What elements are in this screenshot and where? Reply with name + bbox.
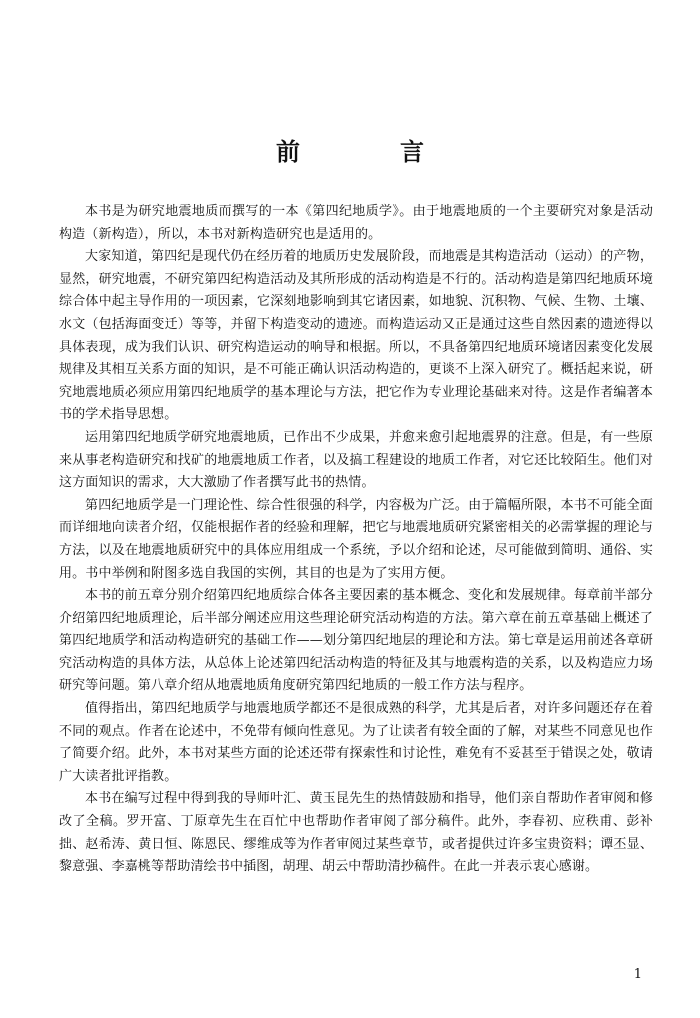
paragraph-motivation: 运用第四纪地质学研究地震地质，已作出不少成果，并愈来愈引起地震界的注意。但是，有一些原来从事老构造研究和找矿的地震地质工作者，以及搞工程建设的地质工作者，对它还比较陌生。他们对这方面知识的需求，大大激励了作者撰写此书的热情。 <box>59 429 653 491</box>
paragraph-acknowledgements: 本书在编写过程中得到我的导师叶汇、黄玉昆先生的热情鼓励和指导，他们亲自帮助作者审阅和修改了全稿。罗开富、丁原章先生在百忙中也帮助作者审阅了部分稿件。此外，李春初、应秩甫、彭补拙、赵希涛、黄日恒、陈恩民、缪维成等为作者审阅过某些章节，或者提供过许多宝贵资料；谭丕显、黎意强、李嘉桃等帮助清绘书中插图，胡理、胡云中帮助清抄稿件。在此一并表示衷心感谢。 <box>59 791 653 875</box>
page-title: 前 言 <box>276 137 462 166</box>
preface-body <box>59 201 653 879</box>
paragraph-scope: 第四纪地质学是一门理论性、综合性很强的科学，内容极为广泛。由于篇幅所限，本书不可能全面而详细地向读者介绍，仅能根据作者的经验和理解，把它与地震地质研究紧密相关的必需掌握的理论与方法，以及在地震地质研究中的具体应用组成一个系统，予以介绍和论述，尽可能做到简明、通俗、实用。书中举例和附图多选自我国的实例，其目的也是为了实用方便。 <box>59 497 653 581</box>
paragraph-background: 大家知道，第四纪是现代仍在经历着的地质历史发展阶段，而地震是其构造活动（运动）的产物，显然，研究地震，不研究第四纪构造活动及其所形成的活动构造是不行的。活动构造是第四纪地质环境综合体中起主导作用的一项因素，它深刻地影响到其它诸因素，如地貌、沉积物、气候、生物、土壤、水文（包括海面变迁）等等，并留下构造变动的遗迹。而构造运动又正是通过这些自然因素的遗迹得以具体表现，成为我们认识、研究构造运动的响导和根据。所以，不具备第四纪地质环境诸因素变化发展规律及其相互关系方面的知识，是不可能正确认识活动构造的，更谈不上深入研究了。概括起来说，研究地震地质必须应用第四纪地质学的基本理论与方法，把它作为专业理论基础来对待。这是作者编著本书的学术指导思想。 <box>59 249 653 423</box>
paragraph-caveats: 值得指出，第四纪地质学与地震地质学都还不是很成熟的科学，尤其是后者，对许多问题还存在着不同的观点。作者在论述中，不免带有倾向性意见。为了让读者有较全面的了解，对某些不同意见也作了简要介绍。此外，本书对某些方面的论述还带有探索性和讨论性，难免有不妥甚至于错误之处，敬请广大读者批评指教。 <box>59 701 653 784</box>
paragraph-purpose: 本书是为研究地震地质而撰写的一本《第四纪地质学》。由于地震地质的一个主要研究对象是活动构造（新构造），所以，本书对新构造研究也是适用的。 <box>59 204 653 242</box>
paragraph-chapter-overview: 本书的前五章分别介绍第四纪地质综合体各主要因素的基本概念、变化和发展规律。每章前半部分介绍第四纪地质理论，后半部分阐述应用这些理论研究活动构造的方法。第六章在前五章基础上概述了第四纪地质学和活动构造研究的基础工作——划分第四纪地层的理论和方法。第七章是运用前述各章研究活动构造的具体方法，从总体上论述第四纪活动构造的特征及其与地震构造的关系，以及构造应力场研究等问题。第八章介绍从地震地质角度研究第四纪地质的一般工作方法与程序。 <box>59 588 653 694</box>
page-number: 1 <box>633 967 642 982</box>
